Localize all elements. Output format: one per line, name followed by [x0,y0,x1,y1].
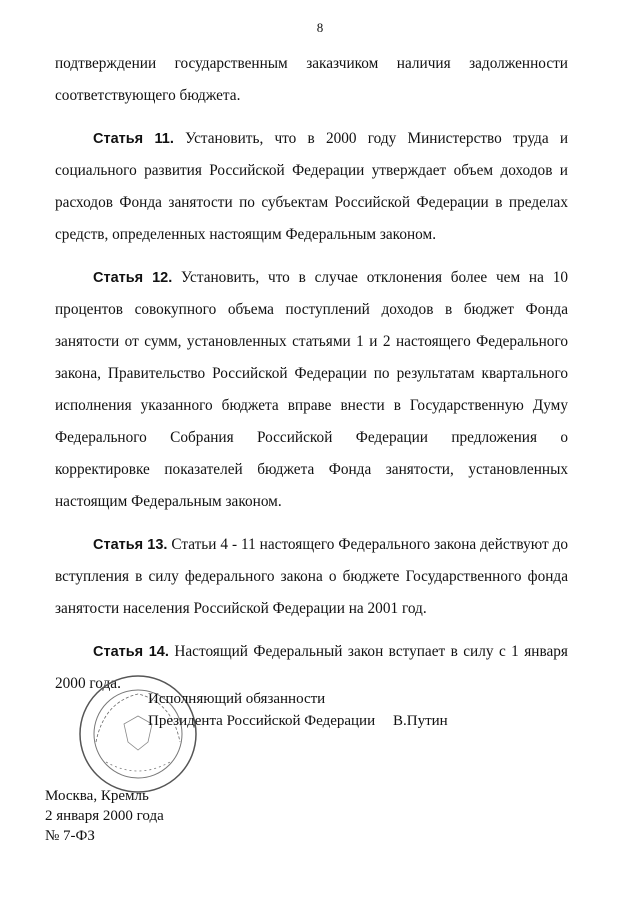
signature-block [148,688,448,732]
law-number: № 7-ФЗ [45,828,95,844]
signing-place: Москва, Кремль [45,788,149,804]
article-text: Настоящий Федеральный закон вступает в силу с 1 января 2000 года. [55,643,568,692]
document-body [55,48,568,711]
article-heading: Статья 11. [93,131,174,147]
article-11 [55,123,568,251]
signature-title: Исполняющий обязанности [148,691,326,707]
place-date-block [45,786,164,846]
paragraph-continuation [55,48,568,112]
article-heading: Статья 13. [93,537,168,553]
signatory-name: В.Путин [393,713,448,729]
article-text: Установить, что в случае отклонения более чем на 10 процентов совокупного объема поступлений доходов в бюджет Фонда занятости от сумм, установленных статьями 1 и 2 настоящего Федерального закона, Правительство Российской Федерации по результатам квартального исполнения указанного бюджета вправе внести в Государственную Думу Федерального Собрания Российской Федерации предложения о корректировке показателей бюджета Фонда занятости, установленных настоящим Федеральным законом. [55,269,568,510]
signing-date: 2 января 2000 года [45,808,164,824]
article-13 [55,529,568,625]
article-heading: Статья 12. [93,270,173,286]
article-12 [55,262,568,518]
article-heading: Статья 14. [93,644,169,660]
article-text: Установить, что в 2000 году Министерство труда и социального развития Российской Федерации утверждает объем доходов и расходов Фонда занятости по субъектам Российской Федерации в пределах средств, определенных настоящим Федеральным законом. [55,130,569,243]
article-text: Статьи 4 - 11 настоящего Федерального закона действуют до вступления в силу федерального закона о бюджете Государственного фонда занятости населения Российской Федерации на 2001 год. [55,536,568,617]
page-number: 8 [316,20,324,35]
signature-post: Президента Российской Федерации [148,713,376,729]
paragraph-text: подтверждении государственным заказчиком наличия задолженности соответствующего бюджета. [55,55,568,104]
